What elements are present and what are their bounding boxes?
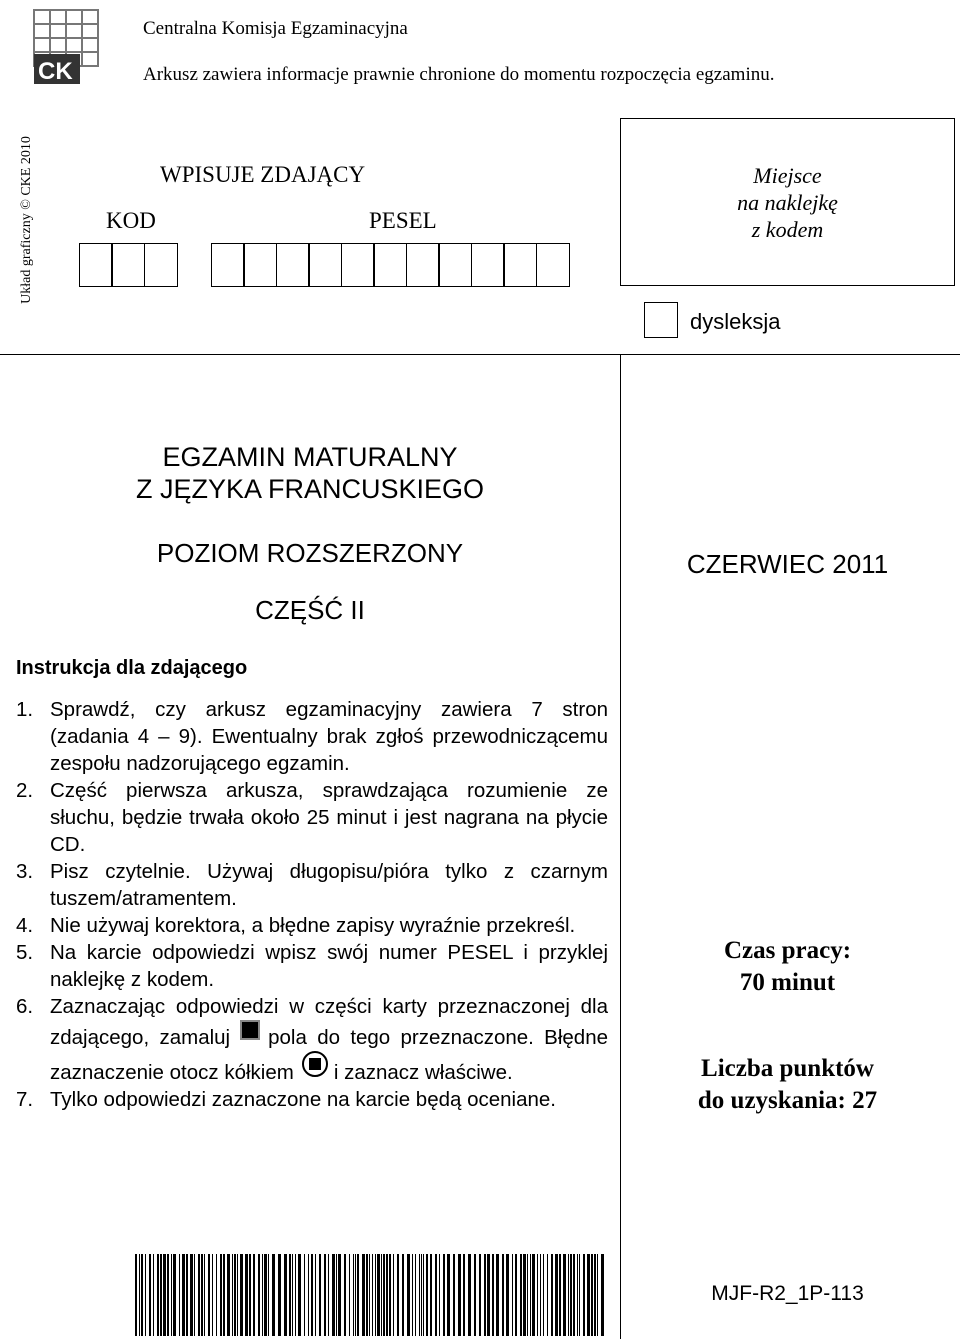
barcode-bar: [149, 1254, 151, 1336]
barcode-bar: [447, 1254, 450, 1336]
barcode-bar: [324, 1254, 326, 1336]
item-text: Pisz czytelnie. Używaj długopisu/pióra tylko z czarnym tuszem/atramentem.: [50, 860, 608, 910]
barcode-bar: [292, 1254, 293, 1336]
pesel-digit-box[interactable]: [243, 243, 277, 287]
barcode-bar: [198, 1254, 200, 1336]
instruction-item: [16, 777, 608, 858]
barcode-bar: [223, 1254, 225, 1336]
barcode-bar: [423, 1254, 424, 1336]
sticker-line-2: na naklejkę: [737, 189, 838, 215]
working-time: [620, 935, 955, 999]
sticker-line-3: z kodem: [751, 216, 824, 242]
barcode-bar: [179, 1254, 180, 1336]
barcode-bar: [573, 1254, 575, 1336]
barcode-bar: [227, 1254, 230, 1336]
kod-label: KOD: [106, 208, 156, 233]
barcode-bar: [383, 1254, 385, 1336]
item-number: 4.: [16, 914, 34, 937]
working-time-value: 70 minut: [739, 969, 836, 996]
exam-title-line-2: Z JĘZYKA FRANCUSKIEGO: [135, 474, 485, 504]
barcode-bar: [389, 1254, 391, 1336]
barcode-bar: [289, 1254, 291, 1336]
barcode-bar: [249, 1254, 251, 1336]
barcode-bar: [568, 1254, 569, 1336]
item-number: 1.: [16, 698, 34, 721]
barcode-bar: [216, 1254, 217, 1336]
copyright-side-text: Układ graficzny © CKE 2010: [19, 136, 34, 304]
barcode-bar: [468, 1254, 471, 1336]
barcode-bar: [264, 1254, 267, 1336]
barcode-bar: [135, 1254, 137, 1336]
instructions-heading: Instrukcja dla zdającego: [16, 657, 248, 679]
pesel-digit-box[interactable]: [438, 243, 472, 287]
barcode-bar: [377, 1254, 380, 1336]
barcode-bar: [415, 1254, 416, 1336]
instruction-item: [16, 1086, 608, 1113]
barcode-bar: [421, 1254, 422, 1336]
barcode-bar: [547, 1254, 548, 1336]
barcode-bar: [311, 1254, 313, 1336]
barcode-bar: [594, 1254, 596, 1336]
barcode-bar: [555, 1254, 558, 1336]
barcode-bar: [393, 1254, 394, 1336]
item-text: Sprawdź, czy arkusz egzaminacyjny zawiera 7 stron (zadania 4 – 9). Ewentualny brak zgłoś przewodniczącemu zespołu nadzorującego egzamin.: [50, 698, 608, 775]
exam-date: CZERWIEC 2011: [686, 549, 889, 579]
barcode-bar: [332, 1254, 335, 1336]
barcode-bar: [453, 1254, 455, 1336]
instruction-item: [16, 912, 608, 939]
barcode-bar: [167, 1254, 169, 1336]
instruction-item: [16, 858, 608, 912]
barcode-bar: [597, 1254, 598, 1336]
barcode-bar: [173, 1254, 176, 1336]
instruction-item: [16, 696, 608, 777]
barcode-bar: [515, 1254, 517, 1336]
barcode-bar: [220, 1254, 222, 1336]
barcode-bar: [272, 1254, 275, 1336]
barcode-bar: [201, 1254, 203, 1336]
barcode-bar: [439, 1254, 440, 1336]
barcode-bar: [245, 1254, 248, 1336]
barcode-bar: [145, 1254, 146, 1336]
barcode-bar: [543, 1254, 544, 1336]
pesel-digit-box[interactable]: [276, 243, 310, 287]
barcode-bar: [579, 1254, 580, 1336]
barcode-bar: [362, 1254, 365, 1336]
barcode-bar: [523, 1254, 526, 1336]
barcode-bar: [412, 1254, 413, 1336]
barcode-bar: [338, 1254, 341, 1336]
barcode-bar: [443, 1254, 445, 1336]
barcode-bar: [304, 1254, 305, 1336]
barcode-bar: [381, 1254, 382, 1336]
barcode-bar: [540, 1254, 541, 1336]
barcode-bar: [141, 1254, 143, 1336]
barcode-bar: [308, 1254, 309, 1336]
dyslexia-checkbox[interactable]: [644, 302, 678, 338]
barcode-bar: [527, 1254, 528, 1336]
barcode-bar: [204, 1254, 205, 1336]
pesel-digit-box[interactable]: [503, 243, 537, 287]
filled-square-icon: [240, 1020, 260, 1040]
logo-text: CK: [38, 58, 73, 85]
barcode-bar: [369, 1254, 370, 1336]
sheet-code: MJF-R2_1P-113: [711, 1282, 864, 1305]
max-points: [620, 1053, 955, 1117]
barcode-bar: [253, 1254, 255, 1336]
barcode-bar: [237, 1254, 238, 1336]
barcode-bar: [551, 1254, 553, 1336]
item-number: 3.: [16, 860, 34, 883]
pesel-digit-box[interactable]: [471, 243, 505, 287]
exam-level: POZIOM ROZSZERZONY: [156, 538, 464, 568]
barcode-bar: [182, 1254, 185, 1336]
barcode-bar: [532, 1254, 535, 1336]
barcode-bar: [487, 1254, 490, 1336]
barcode: [135, 1254, 607, 1336]
exam-part: CZĘŚĆ II: [255, 595, 365, 625]
kod-digit-box[interactable]: [79, 243, 113, 287]
item-number: 5.: [16, 941, 34, 964]
item-text: Na karcie odpowiedzi wpisz swój numer PESEL i przyklej naklejkę z kodem.: [50, 941, 608, 991]
pesel-digit-box[interactable]: [308, 243, 342, 287]
pesel-digit-box[interactable]: [211, 243, 245, 287]
barcode-bar: [366, 1254, 368, 1336]
barcode-bar: [372, 1254, 373, 1336]
barcode-bar: [537, 1254, 538, 1336]
circled-square-icon: [302, 1051, 328, 1077]
barcode-bar: [355, 1254, 356, 1336]
barcode-bar: [474, 1254, 476, 1336]
kod-digit-box[interactable]: [111, 243, 145, 287]
barcode-bar: [407, 1254, 410, 1336]
institution-name: Centralna Komisja Egzaminacyjna: [143, 18, 408, 39]
instruction-item: [16, 993, 608, 1086]
barcode-bar: [591, 1254, 593, 1336]
confidential-notice: Arkusz zawiera informacje prawnie chronione do momentu rozpoczęcia egzaminu.: [143, 64, 775, 85]
barcode-bar: [295, 1254, 296, 1336]
barcode-bar: [190, 1254, 193, 1336]
barcode-bar: [426, 1254, 428, 1336]
max-points-label: Liczba punktów: [701, 1055, 874, 1082]
item-text: Część pierwsza arkusza, sprawdzająca rozumienie ze słuchu, będzie trwała około 25 minut i jest nagrana na płycie CD.: [50, 779, 608, 856]
barcode-bar: [357, 1254, 359, 1336]
barcode-bar: [496, 1254, 499, 1336]
barcode-bar: [328, 1254, 329, 1336]
barcode-bar: [570, 1254, 572, 1336]
barcode-bar: [512, 1254, 513, 1336]
barcode-bar: [583, 1254, 585, 1336]
barcode-bar: [386, 1254, 388, 1336]
dyslexia-label: dysleksja: [690, 309, 781, 334]
barcode-bar: [435, 1254, 437, 1336]
barcode-bar: [186, 1254, 188, 1336]
barcode-bar: [212, 1254, 213, 1336]
barcode-bar: [284, 1254, 287, 1336]
pesel-digit-box[interactable]: [536, 243, 570, 287]
item-text: i zaznacz właściwe.: [333, 1061, 513, 1084]
barcode-bar: [319, 1254, 321, 1336]
instruction-item: [16, 939, 608, 993]
barcode-bar: [139, 1254, 140, 1336]
item-number: 2.: [16, 779, 34, 802]
max-points-value: do uzyskania: 27: [697, 1087, 878, 1114]
barcode-bar: [268, 1254, 269, 1336]
barcode-bar: [240, 1254, 243, 1336]
item-text: pola do tego przeznaczone. Błędne zaznaczenie otocz kółkiem: [50, 1026, 609, 1084]
barcode-bar: [520, 1254, 522, 1336]
barcode-bar: [402, 1254, 404, 1336]
barcode-bar: [336, 1254, 337, 1336]
barcode-bar: [232, 1254, 233, 1336]
exam-title-line-1: EGZAMIN MATURALNY: [162, 442, 458, 472]
barcode-bar: [479, 1254, 481, 1336]
vertical-divider: [620, 354, 621, 1339]
pesel-input-boxes: [212, 243, 570, 287]
pesel-digit-box[interactable]: [373, 243, 407, 287]
barcode-bar: [258, 1254, 260, 1336]
item-text: Zaznaczając odpowiedzi w części karty przeznaczonej dla zdającego, zamaluj: [50, 995, 608, 1049]
horizontal-divider: [0, 354, 960, 355]
barcode-bar: [577, 1254, 578, 1336]
kod-digit-box[interactable]: [144, 243, 178, 287]
barcode-bar: [315, 1254, 316, 1336]
kod-input-boxes: [80, 243, 178, 287]
cke-logo: [30, 6, 102, 86]
barcode-bar: [419, 1254, 420, 1336]
barcode-bar: [430, 1254, 432, 1336]
pesel-digit-box[interactable]: [341, 243, 375, 287]
barcode-bar: [234, 1254, 236, 1336]
barcode-bar: [157, 1254, 159, 1336]
instructions-list: [16, 696, 608, 1113]
barcode-bar: [353, 1254, 354, 1336]
item-text: Nie używaj korektora, a błędne zapisy wyraźnie przekreśl.: [50, 914, 576, 937]
barcode-bar: [506, 1254, 509, 1336]
barcode-bar: [208, 1254, 210, 1336]
barcode-bar: [530, 1254, 531, 1336]
pesel-label: PESEL: [369, 208, 437, 233]
barcode-bar: [563, 1254, 566, 1336]
barcode-bar: [375, 1254, 376, 1336]
barcode-bar: [587, 1254, 590, 1336]
barcode-bar: [171, 1254, 172, 1336]
barcode-bar: [163, 1254, 166, 1336]
student-fills-heading: WPISUJE ZDAJĄCY: [160, 162, 366, 187]
barcode-bar: [153, 1254, 154, 1336]
pesel-digit-box[interactable]: [406, 243, 440, 287]
barcode-bar: [458, 1254, 461, 1336]
item-number: 6.: [16, 995, 34, 1018]
barcode-bar: [502, 1254, 504, 1336]
barcode-bar: [194, 1254, 195, 1336]
barcode-bar: [463, 1254, 465, 1336]
item-text: Tylko odpowiedzi zaznaczone na karcie będą oceniane.: [50, 1088, 556, 1111]
barcode-bar: [298, 1254, 301, 1336]
barcode-bar: [262, 1254, 263, 1336]
barcode-bar: [160, 1254, 162, 1336]
barcode-bar: [344, 1254, 346, 1336]
barcode-bar: [559, 1254, 561, 1336]
working-time-label: Czas pracy:: [723, 937, 852, 964]
barcode-bar: [484, 1254, 486, 1336]
barcode-bar: [601, 1254, 604, 1336]
sticker-placeholder: [620, 118, 955, 286]
barcode-bar: [349, 1254, 350, 1336]
barcode-bar: [278, 1254, 281, 1336]
barcode-bar: [492, 1254, 494, 1336]
sticker-line-1: Miejsce: [753, 162, 822, 188]
item-number: 7.: [16, 1088, 34, 1111]
barcode-bar: [397, 1254, 399, 1336]
